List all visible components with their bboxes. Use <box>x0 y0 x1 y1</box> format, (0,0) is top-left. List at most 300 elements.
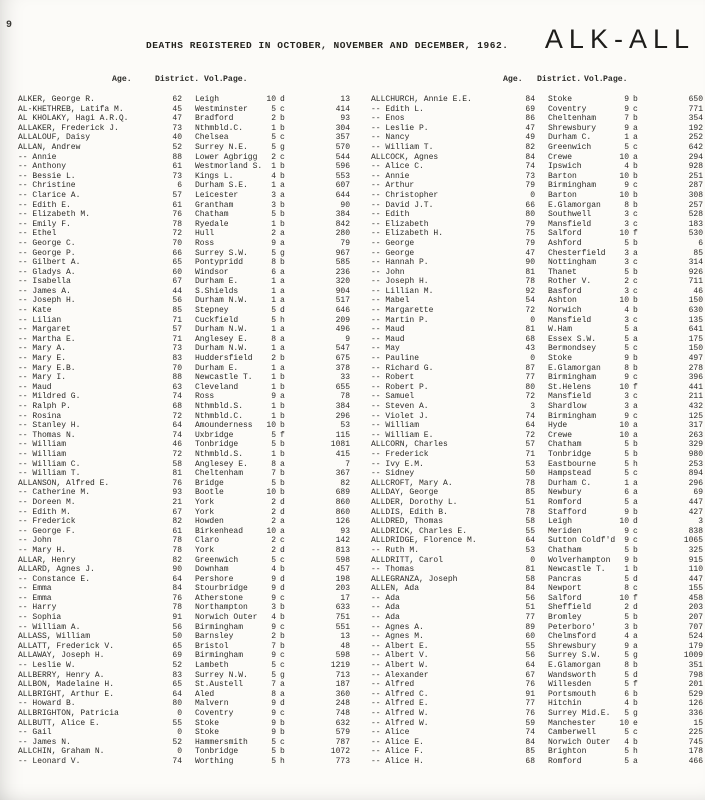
entry-volume-letter: b <box>633 507 638 517</box>
entry-name: ALLBERRY, Henry A. <box>18 670 105 680</box>
index-row <box>353 508 705 518</box>
entry-age: 56 <box>525 651 535 661</box>
entry-volume-letter: b <box>633 545 638 555</box>
entry-page-number: 278 <box>688 363 703 373</box>
entry-volume-number: 4 <box>624 632 629 642</box>
entry-name: -- Enos <box>371 114 405 124</box>
entry-age: 90 <box>172 565 182 575</box>
entry-volume-number: 4 <box>624 699 629 709</box>
entry-age: 79 <box>525 219 535 229</box>
entry-column-left <box>0 95 352 767</box>
entry-volume-number: 3 <box>271 190 276 200</box>
entry-page-number: 427 <box>688 507 703 517</box>
entry-district: Lower Agbrigg <box>195 152 258 162</box>
entry-page-number: 179 <box>688 641 703 651</box>
entry-volume-letter: a <box>280 392 285 402</box>
entry-volume-number: 5 <box>624 440 629 450</box>
index-row <box>0 220 352 230</box>
entry-name: -- Robert P. <box>371 382 429 392</box>
entry-district: Chatham <box>195 210 229 220</box>
index-row <box>0 162 352 172</box>
entry-spacer <box>182 565 195 575</box>
entry-district: Huddersfield <box>195 354 253 364</box>
entry-age: 55 <box>172 718 182 728</box>
entry-page-number: 1219 <box>330 661 350 671</box>
entry-volume-number: 5 <box>624 756 629 766</box>
entry-spacer <box>182 114 195 124</box>
entry-spacer <box>535 699 548 709</box>
entry-volume-letter: a <box>633 133 638 143</box>
entry-volume-number: 1 <box>624 565 629 575</box>
entry-district: Cheltenham <box>195 469 244 479</box>
entry-age: 84 <box>525 737 535 747</box>
entry-page-number: 325 <box>688 545 703 555</box>
index-row <box>0 699 352 709</box>
entry-age: 0 <box>177 728 182 738</box>
entry-spacer <box>535 249 548 259</box>
entry-district: Leigh <box>195 95 220 104</box>
entry-district: Stoke <box>548 354 573 364</box>
entry-name: -- Kate <box>18 306 52 316</box>
entry-spacer <box>182 229 195 239</box>
entry-spacer <box>182 201 195 211</box>
index-row <box>353 488 705 498</box>
entry-volume-number: 5 <box>271 142 276 152</box>
entry-volume-letter: b <box>280 632 285 642</box>
entry-district: Ipswich <box>548 162 582 172</box>
entry-district: Brighton <box>548 747 587 757</box>
entry-volume-letter: b <box>280 449 285 459</box>
entry-district: Nthmbld.C. <box>195 411 244 421</box>
entry-volume-letter: c <box>633 411 638 421</box>
entry-page-number: 3 <box>698 517 703 527</box>
entry-volume-letter: b <box>280 440 285 450</box>
entry-spacer <box>182 287 195 297</box>
entry-name: -- Anthony <box>18 162 67 172</box>
entry-page-number: 192 <box>688 123 703 133</box>
index-row <box>353 258 705 268</box>
entry-volume-number: 10 <box>619 421 629 431</box>
entry-page-number: 596 <box>335 162 350 172</box>
entry-spacer <box>535 229 548 239</box>
entry-age: 72 <box>172 449 182 459</box>
entry-volume-number: 3 <box>271 603 276 613</box>
entry-volume-number: 8 <box>271 334 276 344</box>
entry-volume-letter: b <box>280 210 285 220</box>
entry-age: 72 <box>172 411 182 421</box>
entry-age: 77 <box>525 373 535 383</box>
entry-name: -- Nancy <box>371 133 410 143</box>
index-row <box>353 412 705 422</box>
entry-page-number: 928 <box>688 162 703 172</box>
entry-age: 88 <box>172 373 182 383</box>
entry-age: 81 <box>525 565 535 575</box>
entry-district: Durham N.W. <box>195 325 248 335</box>
entry-volume-number: 8 <box>271 459 276 469</box>
entry-age: 87 <box>525 363 535 373</box>
entry-volume-letter: a <box>280 680 285 690</box>
entry-name: -- Mary E. <box>18 354 67 364</box>
entry-name: -- Leslie W. <box>18 661 76 671</box>
entry-age: 71 <box>172 315 182 325</box>
entry-district: Leigh <box>548 517 573 527</box>
entry-spacer <box>535 498 548 508</box>
entry-name: -- William E. <box>371 430 434 440</box>
entry-age: 64 <box>525 421 535 431</box>
entry-page-number: 787 <box>335 737 350 747</box>
entry-name: AL KHOLAKY, Hagi A.R.Q. <box>18 114 129 124</box>
entry-volume-number: 9 <box>624 373 629 383</box>
entry-volume-letter: d <box>280 584 285 594</box>
entry-volume-letter: b <box>633 296 638 306</box>
entry-volume-number: 9 <box>624 181 629 191</box>
entry-page-number: 860 <box>335 497 350 507</box>
entry-name: -- Edith <box>371 210 410 220</box>
entry-district: Durham N.W. <box>195 344 248 354</box>
entry-spacer <box>535 316 548 326</box>
entry-spacer <box>182 738 195 748</box>
entry-age: 47 <box>525 123 535 133</box>
entry-volume-letter: h <box>633 747 638 757</box>
index-row <box>353 421 705 431</box>
entry-district: York <box>195 507 215 517</box>
entry-volume-number: 2 <box>624 277 629 287</box>
entry-volume-number: 2 <box>271 517 276 527</box>
index-row <box>0 402 352 412</box>
entry-district: Chelmsford <box>548 632 597 642</box>
entry-spacer <box>535 680 548 690</box>
entry-page-number: 415 <box>335 449 350 459</box>
entry-volume-letter: d <box>633 670 638 680</box>
entry-age: 56 <box>172 622 182 632</box>
entry-spacer <box>182 316 195 326</box>
entry-name: -- Alfred W. <box>371 718 429 728</box>
entry-age: 83 <box>172 670 182 680</box>
index-row <box>0 392 352 402</box>
entry-district: Newbury <box>548 488 582 498</box>
entry-age: 78 <box>172 219 182 229</box>
entry-volume-letter: g <box>633 651 638 661</box>
entry-district: Bradford <box>195 114 234 124</box>
entry-volume-letter: a <box>633 641 638 651</box>
entry-page-number: 838 <box>688 526 703 536</box>
entry-spacer <box>182 354 195 364</box>
entry-age: 72 <box>525 306 535 316</box>
entry-name: -- Alexander <box>371 670 429 680</box>
entry-district: Cuckfield <box>195 315 239 325</box>
entry-age: 64 <box>525 536 535 546</box>
entry-page-number: 155 <box>688 584 703 594</box>
index-row <box>353 594 705 604</box>
entry-spacer <box>535 402 548 412</box>
entry-page-number: 13 <box>340 95 350 104</box>
entry-volume-number: 6 <box>624 488 629 498</box>
entry-name: -- George P. <box>18 248 76 258</box>
entry-volume-number: 5 <box>271 661 276 671</box>
entry-volume-number: 2 <box>271 229 276 239</box>
entry-district: Crewe <box>548 152 573 162</box>
entry-page-number: 650 <box>688 95 703 104</box>
entry-age: 21 <box>172 497 182 507</box>
entry-volume-number: 5 <box>271 478 276 488</box>
entry-page-number: 980 <box>688 449 703 459</box>
entry-age: 84 <box>172 584 182 594</box>
entry-page-number: 142 <box>335 536 350 546</box>
index-row <box>353 287 705 297</box>
entry-age: 64 <box>172 421 182 431</box>
entry-spacer <box>535 373 548 383</box>
entry-district: Kings L. <box>195 171 234 181</box>
entry-page-number: 207 <box>688 613 703 623</box>
entry-age: 81 <box>172 469 182 479</box>
entry-name: -- Ada <box>371 603 400 613</box>
index-row <box>353 402 705 412</box>
entry-volume-number: 5 <box>624 709 629 718</box>
entry-page-number: 296 <box>335 411 350 421</box>
entry-district: Romford <box>548 756 582 766</box>
entry-age: 69 <box>172 651 182 661</box>
entry-district: Ross <box>195 392 215 402</box>
entry-spacer <box>535 613 548 623</box>
entry-volume-number: 8 <box>271 258 276 268</box>
entry-district: Greenwich <box>548 142 592 152</box>
entry-spacer <box>535 95 548 105</box>
entry-volume-letter: b <box>280 162 285 172</box>
entry-district: Durham S.E. <box>195 181 248 191</box>
entry-volume-letter: a <box>280 459 285 469</box>
index-row <box>353 728 705 738</box>
entry-name: -- Robert <box>371 373 415 383</box>
entry-district: Shrewsbury <box>548 123 597 133</box>
entry-page-number: 457 <box>335 565 350 575</box>
entry-spacer <box>182 306 195 316</box>
entry-age: 44 <box>172 286 182 296</box>
index-row <box>0 738 352 748</box>
index-row <box>0 201 352 211</box>
index-row <box>353 440 705 450</box>
entry-spacer <box>182 719 195 729</box>
entry-district: Grantham <box>195 200 234 210</box>
entry-age: 74 <box>172 430 182 440</box>
entry-volume-letter: f <box>280 430 285 440</box>
entry-age: 68 <box>172 402 182 411</box>
entry-spacer <box>182 728 195 738</box>
entry-district: Norwich Outer <box>195 613 258 623</box>
entry-spacer <box>182 623 195 633</box>
entry-volume-letter: a <box>280 334 285 344</box>
entry-volume-letter: c <box>633 469 638 479</box>
entry-district: Newport <box>548 584 582 594</box>
entry-page-number: 203 <box>335 584 350 594</box>
index-row <box>353 469 705 479</box>
entry-volume-number: 5 <box>624 334 629 344</box>
index-row <box>353 220 705 230</box>
entry-page-number: 287 <box>688 181 703 191</box>
entry-spacer <box>535 671 548 681</box>
entry-volume-number: 1 <box>271 286 276 296</box>
entry-volume-number: 7 <box>271 680 276 690</box>
entry-volume-letter: d <box>280 574 285 584</box>
entry-page-number: 9 <box>345 334 350 344</box>
entry-volume-letter: c <box>280 737 285 747</box>
entry-volume-letter: b <box>633 306 638 316</box>
entry-name: -- Bessie L. <box>18 171 76 181</box>
entry-page-number: 69 <box>693 488 703 498</box>
entry-age: 50 <box>525 469 535 479</box>
entry-district: Nottingham <box>548 258 597 268</box>
entry-district: Surrey S.W. <box>195 248 248 258</box>
entry-age: 76 <box>172 478 182 488</box>
entry-page-number: 441 <box>688 382 703 392</box>
entry-name: -- Leslie P. <box>371 123 429 133</box>
entry-volume-number: 1 <box>271 344 276 354</box>
entry-age: 67 <box>172 507 182 517</box>
entry-volume-number: 5 <box>271 315 276 325</box>
index-row <box>0 258 352 268</box>
entry-spacer <box>182 584 195 594</box>
entry-spacer <box>535 354 548 364</box>
entry-name: -- Joseph H. <box>371 277 429 287</box>
entry-spacer <box>182 335 195 345</box>
entry-volume-number: 1 <box>271 325 276 335</box>
entry-name: ALLAR, Henry <box>18 555 76 565</box>
entry-volume-number: 4 <box>271 171 276 181</box>
entry-spacer <box>182 105 195 115</box>
index-row <box>0 527 352 537</box>
entry-volume-number: 5 <box>624 651 629 661</box>
entry-name: -- Ralph P. <box>18 402 71 411</box>
entry-spacer <box>182 536 195 546</box>
entry-spacer <box>535 565 548 575</box>
entry-district: Chatham <box>548 545 582 555</box>
entry-district: York <box>195 497 215 507</box>
entry-volume-letter: b <box>633 661 638 671</box>
entry-name: -- May <box>371 344 400 354</box>
entry-age: 77 <box>525 613 535 623</box>
entry-page-number: 551 <box>335 622 350 632</box>
index-row <box>0 517 352 527</box>
entry-district: Basford <box>548 286 582 296</box>
entry-volume-letter: a <box>633 325 638 335</box>
entry-volume-letter: d <box>633 574 638 584</box>
entry-spacer <box>535 335 548 345</box>
entry-volume-letter: b <box>633 354 638 364</box>
index-row <box>0 210 352 220</box>
entry-page-number: 1009 <box>683 651 703 661</box>
entry-volume-letter: a <box>280 286 285 296</box>
entry-age: 60 <box>525 632 535 642</box>
entry-volume-letter: b <box>280 402 285 411</box>
entry-page-number: 528 <box>688 210 703 220</box>
index-row <box>0 680 352 690</box>
entry-name: -- Edith E. <box>18 200 71 210</box>
entry-name: -- Alice H. <box>371 756 424 766</box>
entry-volume-number: 5 <box>271 756 276 766</box>
entry-page-number: 771 <box>688 104 703 114</box>
entry-volume-number: 4 <box>624 737 629 747</box>
entry-district: Barton <box>548 190 577 200</box>
entry-spacer <box>182 680 195 690</box>
entry-volume-number: 6 <box>624 689 629 699</box>
entry-spacer <box>535 738 548 748</box>
entry-age: 79 <box>525 181 535 191</box>
entry-district: Barnsley <box>195 632 234 642</box>
entry-spacer <box>535 584 548 594</box>
index-row <box>353 277 705 287</box>
entry-volume-number: 1 <box>271 219 276 229</box>
entry-spacer <box>535 153 548 163</box>
entry-name: -- Mabel <box>371 296 410 306</box>
entry-volume-letter: b <box>633 737 638 747</box>
entry-spacer <box>182 220 195 230</box>
index-row <box>353 181 705 191</box>
entry-name: ALLCROFT, Mary A. <box>371 478 453 488</box>
entry-spacer <box>182 460 195 470</box>
entry-district: Hyde <box>548 421 568 431</box>
entry-district: Birmingham <box>195 651 244 661</box>
entry-age: 0 <box>530 354 535 364</box>
entry-page-number: 633 <box>335 603 350 613</box>
header-vol-right: Vol. <box>584 75 604 84</box>
entry-volume-letter: c <box>280 661 285 671</box>
entry-district: Ashford <box>548 238 582 248</box>
entry-name: ALLDER, Dorothy L. <box>371 497 458 507</box>
entry-spacer <box>535 488 548 498</box>
entry-name: ALLDRITT, Carol <box>371 555 444 565</box>
entry-age: 91 <box>172 613 182 623</box>
entry-volume-letter: b <box>633 95 638 104</box>
entry-volume-letter: c <box>280 622 285 632</box>
entry-name: -- Sidney <box>371 469 415 479</box>
entry-volume-letter: h <box>280 756 285 766</box>
entry-page-number: 82 <box>340 478 350 488</box>
entry-volume-letter: b <box>280 728 285 738</box>
entry-page-number: 530 <box>688 229 703 239</box>
index-row <box>0 651 352 661</box>
entry-page-number: 351 <box>688 661 703 671</box>
entry-name: -- Leonard V. <box>18 756 81 766</box>
index-row <box>353 335 705 345</box>
entry-page-number: 178 <box>688 747 703 757</box>
entry-volume-number: 5 <box>624 142 629 152</box>
entry-page-number: 360 <box>335 689 350 699</box>
entry-spacer <box>182 747 195 757</box>
entry-page-number: 251 <box>688 171 703 181</box>
entry-volume-number: 3 <box>624 622 629 632</box>
entry-name: ALLAN, Andrew <box>18 142 81 152</box>
entry-district: Bridge <box>195 478 224 488</box>
entry-volume-number: 9 <box>271 699 276 709</box>
entry-page-number: 745 <box>688 737 703 747</box>
entry-age: 62 <box>172 95 182 104</box>
entry-spacer <box>182 632 195 642</box>
entry-name: -- Martha E. <box>18 334 76 344</box>
entry-name: -- William <box>371 421 420 431</box>
entry-volume-letter: b <box>633 565 638 575</box>
entry-volume-letter: b <box>280 171 285 181</box>
entry-district: Rother V. <box>548 277 592 287</box>
index-row <box>0 556 352 566</box>
entry-volume-letter: a <box>633 402 638 411</box>
entry-district: Eastbourne <box>548 459 597 469</box>
entry-volume-number: 4 <box>624 162 629 172</box>
entry-page-number: 329 <box>688 440 703 450</box>
entry-volume-number: 10 <box>619 190 629 200</box>
entry-district: Northampton <box>195 603 248 613</box>
entry-volume-letter: b <box>280 411 285 421</box>
entry-name: ALLBRIGHTON, Patricia <box>18 709 119 718</box>
entry-volume-number: 5 <box>271 747 276 757</box>
